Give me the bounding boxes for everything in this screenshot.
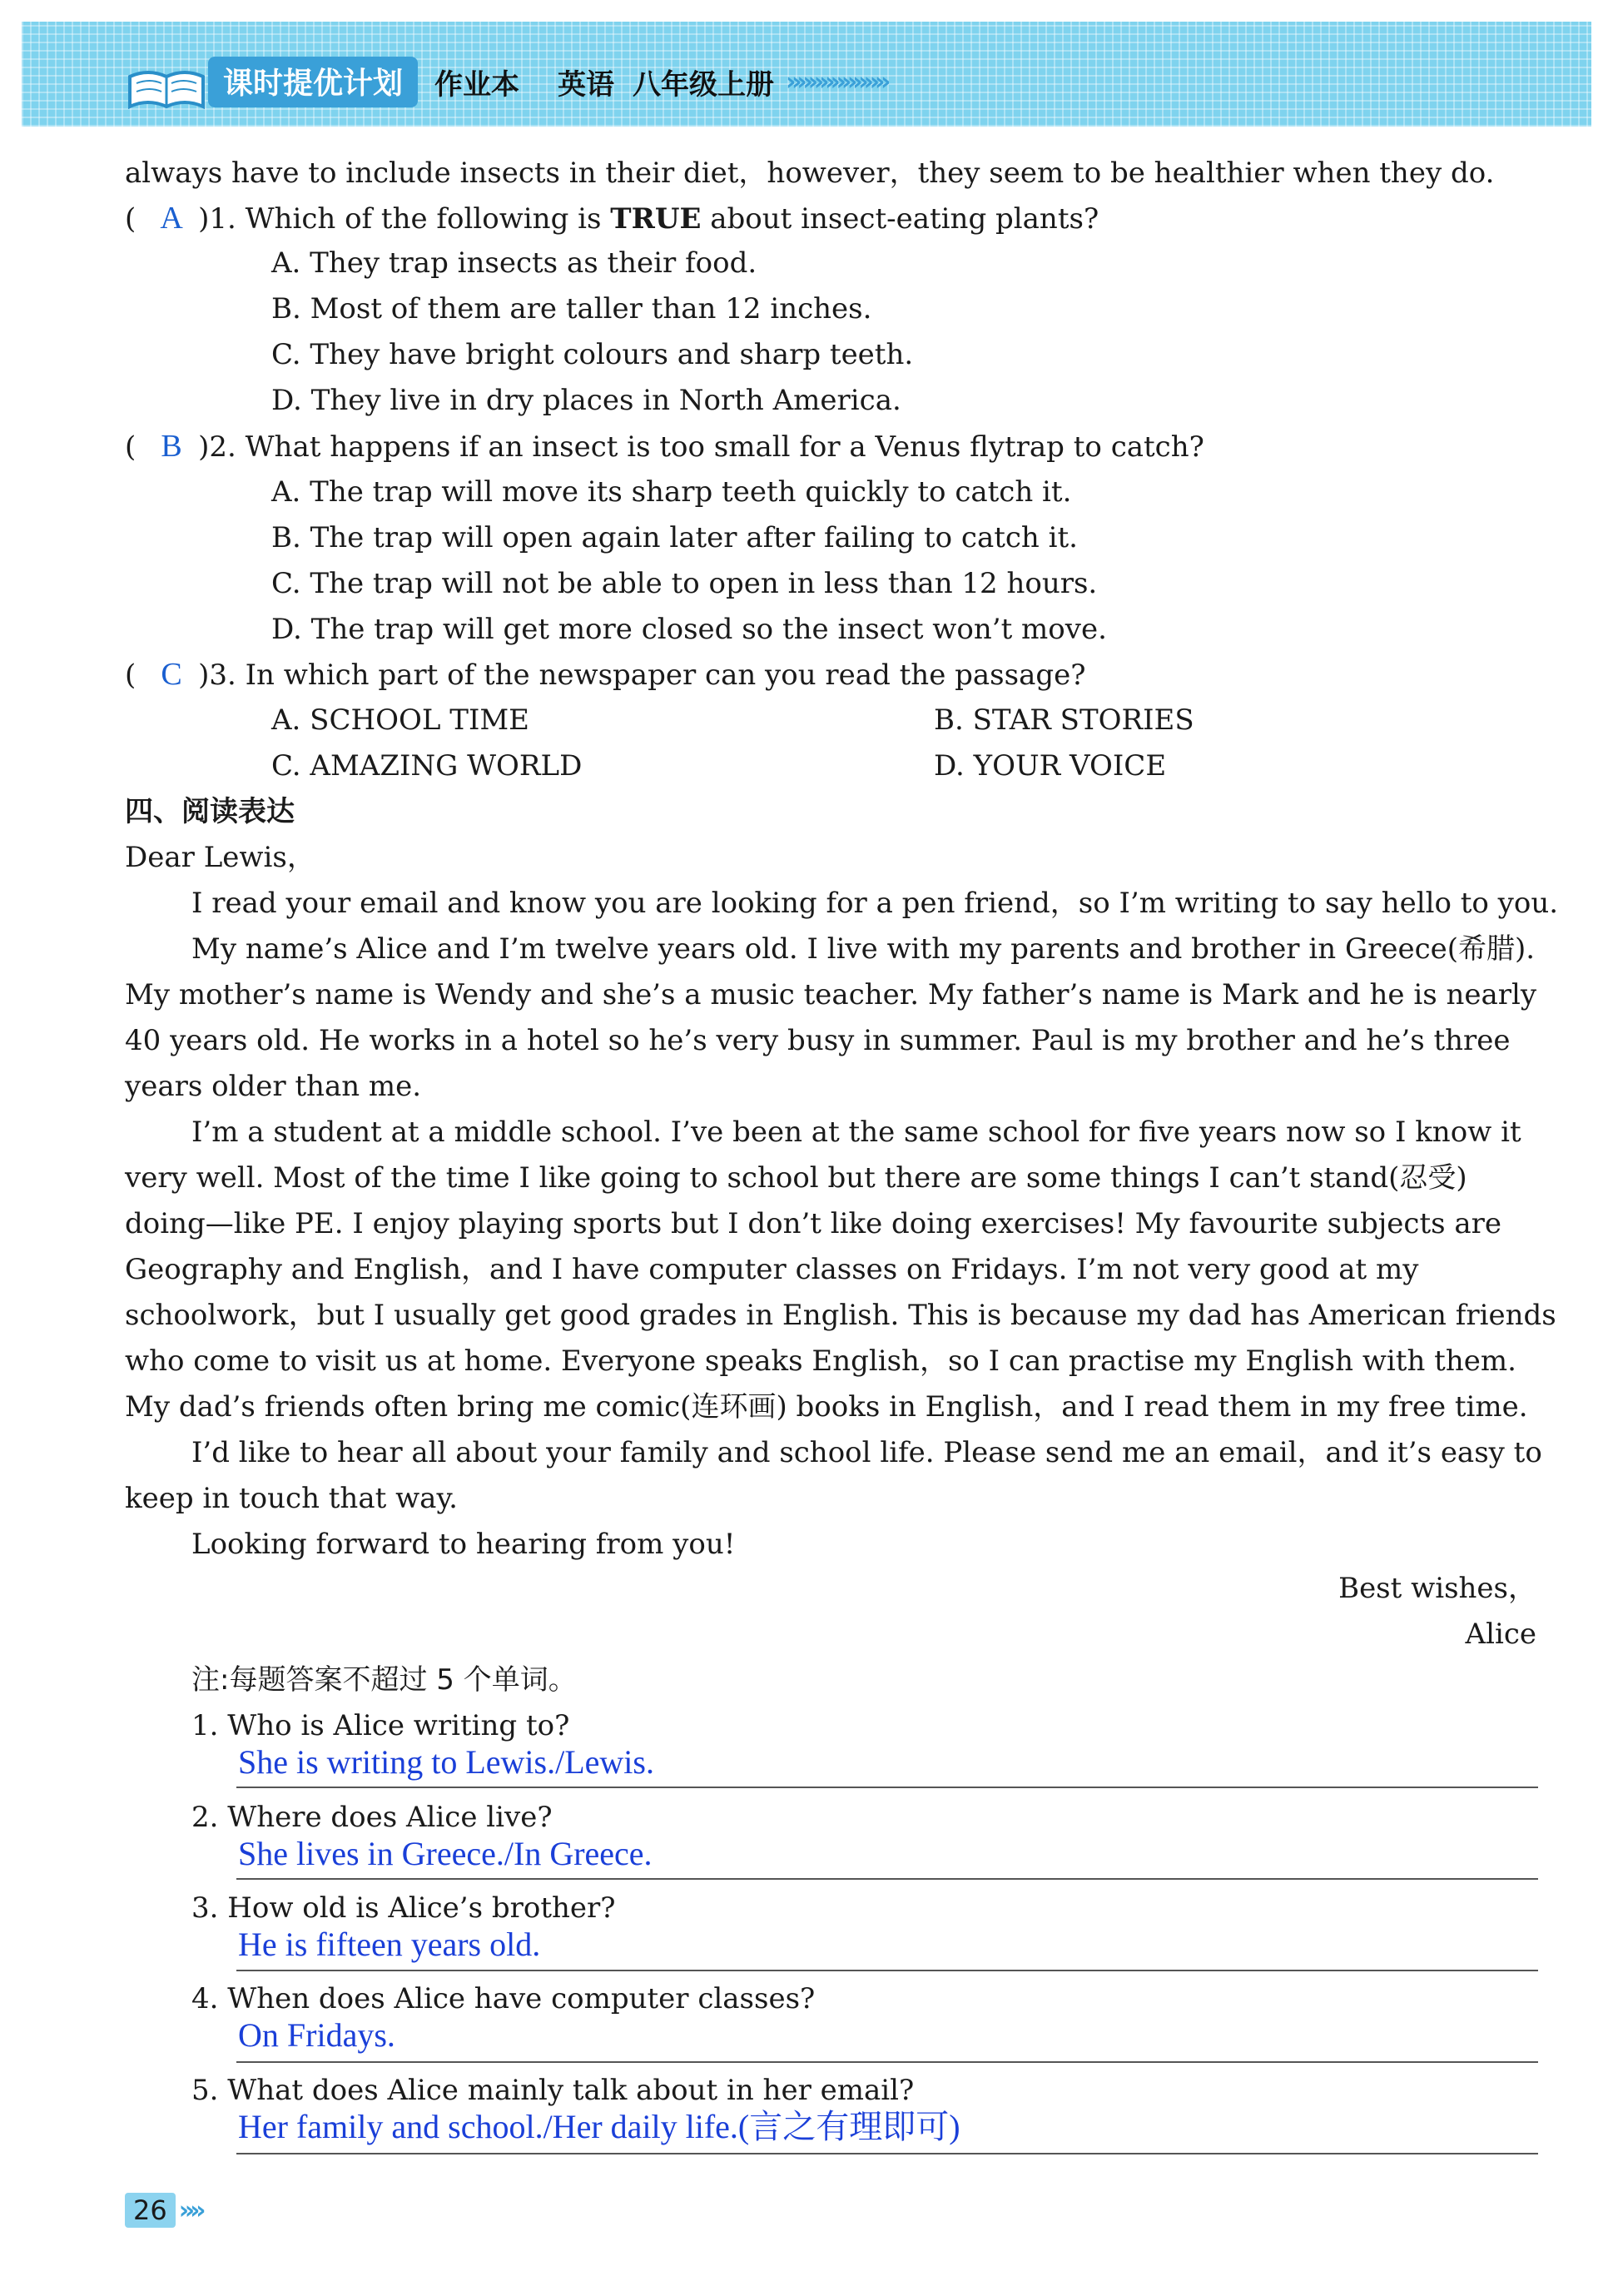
letter-closing: Best wishes， <box>1338 1572 1536 1605</box>
answer-underline <box>236 1970 1538 1971</box>
gloss: 忍受 <box>1399 1161 1457 1195</box>
brand-label: 课时提优计划 <box>208 57 418 107</box>
qa-answer: She is writing to Lewis./Lewis. <box>238 1743 654 1781</box>
option: A. They trap insects as their food. <box>271 246 757 280</box>
letter-line <box>125 1161 1536 1195</box>
letter-signature: Alice <box>1465 1618 1536 1651</box>
option: A. SCHOOL TIME <box>271 703 530 737</box>
letter-line: years older than me. <box>125 1070 422 1103</box>
letter-line: Geography and English，and I have computer classes on Fridays. I’m not very good at my <box>125 1253 1419 1286</box>
letter-text: very well. Most of the time I like going to school but there are some things I can’t stand( <box>125 1161 1400 1195</box>
option: D. The trap will get more closed so the insect won’t move. <box>271 613 1107 646</box>
letter-text: ) <box>1456 1161 1467 1195</box>
paren-open: ( <box>125 202 136 236</box>
answer-1: A <box>160 201 183 236</box>
qa-question: 2. Where does Alice live? <box>191 1801 553 1834</box>
question-3 <box>125 658 1085 692</box>
letter-text: My name’s Alice and I’m twelve years old. I live with my parents and brother in Greece( <box>191 932 1459 966</box>
qa-question: 4. When does Alice have computer classes? <box>191 1982 816 2015</box>
letter-line: I’m a student at a middle school. I’ve been at the same school for five years now so I know it <box>191 1116 1521 1149</box>
letter-line <box>125 1390 1536 1424</box>
letter-greeting: Dear Lewis， <box>125 841 315 874</box>
page-number <box>125 2189 201 2231</box>
qa-answer: Her family and school./Her daily life.(言之有理即可) <box>238 2108 960 2145</box>
passage-last-line: always have to include insects in their diet，however，they seem to be healthier when they do. <box>125 157 1495 190</box>
letter-text: My dad’s friends often bring me comic( <box>125 1390 692 1424</box>
letter-line: keep in touch that way. <box>125 1482 458 1515</box>
answer-2: B <box>161 429 182 464</box>
letter-line: 40 years old. He works in a hotel so he’s very busy in summer. Paul is my brother and he’s three <box>125 1024 1511 1057</box>
question-stem-post: about insect-eating plants? <box>701 202 1099 236</box>
letter-line: Looking forward to hearing from you! <box>191 1528 736 1561</box>
qa-answer: On Fridays. <box>238 2016 395 2054</box>
letter-line: doing—like PE. I enjoy playing sports but I don’t like doing exercises! My favourite subjects are <box>125 1207 1502 1240</box>
header-bar <box>125 58 1570 105</box>
option: D. They live in dry places in North America. <box>271 384 901 417</box>
qa-answer: He is fifteen years old. <box>238 1926 541 1963</box>
option: C. The trap will not be able to open in less than 12 hours. <box>271 567 1098 600</box>
option: C. They have bright colours and sharp teeth. <box>271 338 914 371</box>
letter-line: schoolwork，but I usually get good grades in English. This is because my dad has American friends <box>125 1299 1556 1332</box>
letter-line: I read your email and know you are looking for a pen friend，so I’m writing to say hello to you. <box>191 887 1559 920</box>
answer-3: C <box>161 657 182 692</box>
qa-question: 1. Who is Alice writing to? <box>191 1709 570 1742</box>
question-1 <box>125 201 1099 236</box>
page-number-value: 26 <box>125 2193 176 2228</box>
letter-text: ) books in English，and I read them in my free time. <box>776 1390 1528 1424</box>
letter-line: who come to visit us at home. Everyone speaks English，so I can practise my English with them. <box>125 1344 1516 1378</box>
question-number: )3. <box>198 658 236 692</box>
question-stem-pre: Which of the following is <box>245 202 611 236</box>
option: B. STAR STORIES <box>934 703 1194 737</box>
grade: 八年级上册 <box>633 67 775 102</box>
letter-line: I’d like to hear all about your family and school life. Please send me an email，and it’s easy to <box>191 1436 1542 1469</box>
question-stem-emphasis: TRUE <box>610 202 702 236</box>
letter-line <box>191 932 1536 966</box>
answer-underline <box>236 2153 1538 2154</box>
letter-text: ). <box>1515 932 1536 966</box>
option: B. Most of them are taller than 12 inches. <box>271 292 872 326</box>
answer-underline <box>236 1878 1538 1880</box>
question-number: )2. <box>198 430 236 464</box>
option: B. The trap will open again later after failing to catch it. <box>271 521 1078 554</box>
chevron-decoration-icon: »»»»»»»»» <box>786 67 886 97</box>
chevron-right-icon: »» <box>178 2195 201 2225</box>
qa-question: 3. How old is Alice’s brother? <box>191 1891 616 1925</box>
answer-underline <box>236 1787 1538 1788</box>
gloss: 希腊 <box>1458 932 1516 966</box>
option: D. YOUR VOICE <box>934 749 1167 783</box>
paren-open: ( <box>125 430 136 464</box>
question-stem: What happens if an insect is too small for a Venus flytrap to catch? <box>245 430 1204 464</box>
qa-answer: She lives in Greece./In Greece. <box>238 1835 653 1872</box>
question-number: )1. <box>198 202 236 236</box>
option: C. AMAZING WORLD <box>271 749 583 783</box>
question-stem: In which part of the newspaper can you read the passage? <box>245 658 1086 692</box>
qa-question: 5. What does Alice mainly talk about in her email? <box>191 2074 915 2107</box>
letter-line: My mother’s name is Wendy and she’s a music teacher. My father’s name is Mark and he is nearly <box>125 978 1537 1011</box>
subject: 英语 <box>558 67 615 102</box>
section-title: 四、阅读表达 <box>125 795 295 828</box>
question-2 <box>125 430 1204 464</box>
book-type: 作业本 <box>434 67 520 102</box>
answer-underline <box>236 2061 1538 2063</box>
option: A. The trap will move its sharp teeth quickly to catch it. <box>271 475 1072 509</box>
paren-open: ( <box>125 658 136 692</box>
gloss: 连环画 <box>691 1390 777 1424</box>
instruction-note: 注:每题答案不超过 5 个单词。 <box>191 1663 577 1697</box>
